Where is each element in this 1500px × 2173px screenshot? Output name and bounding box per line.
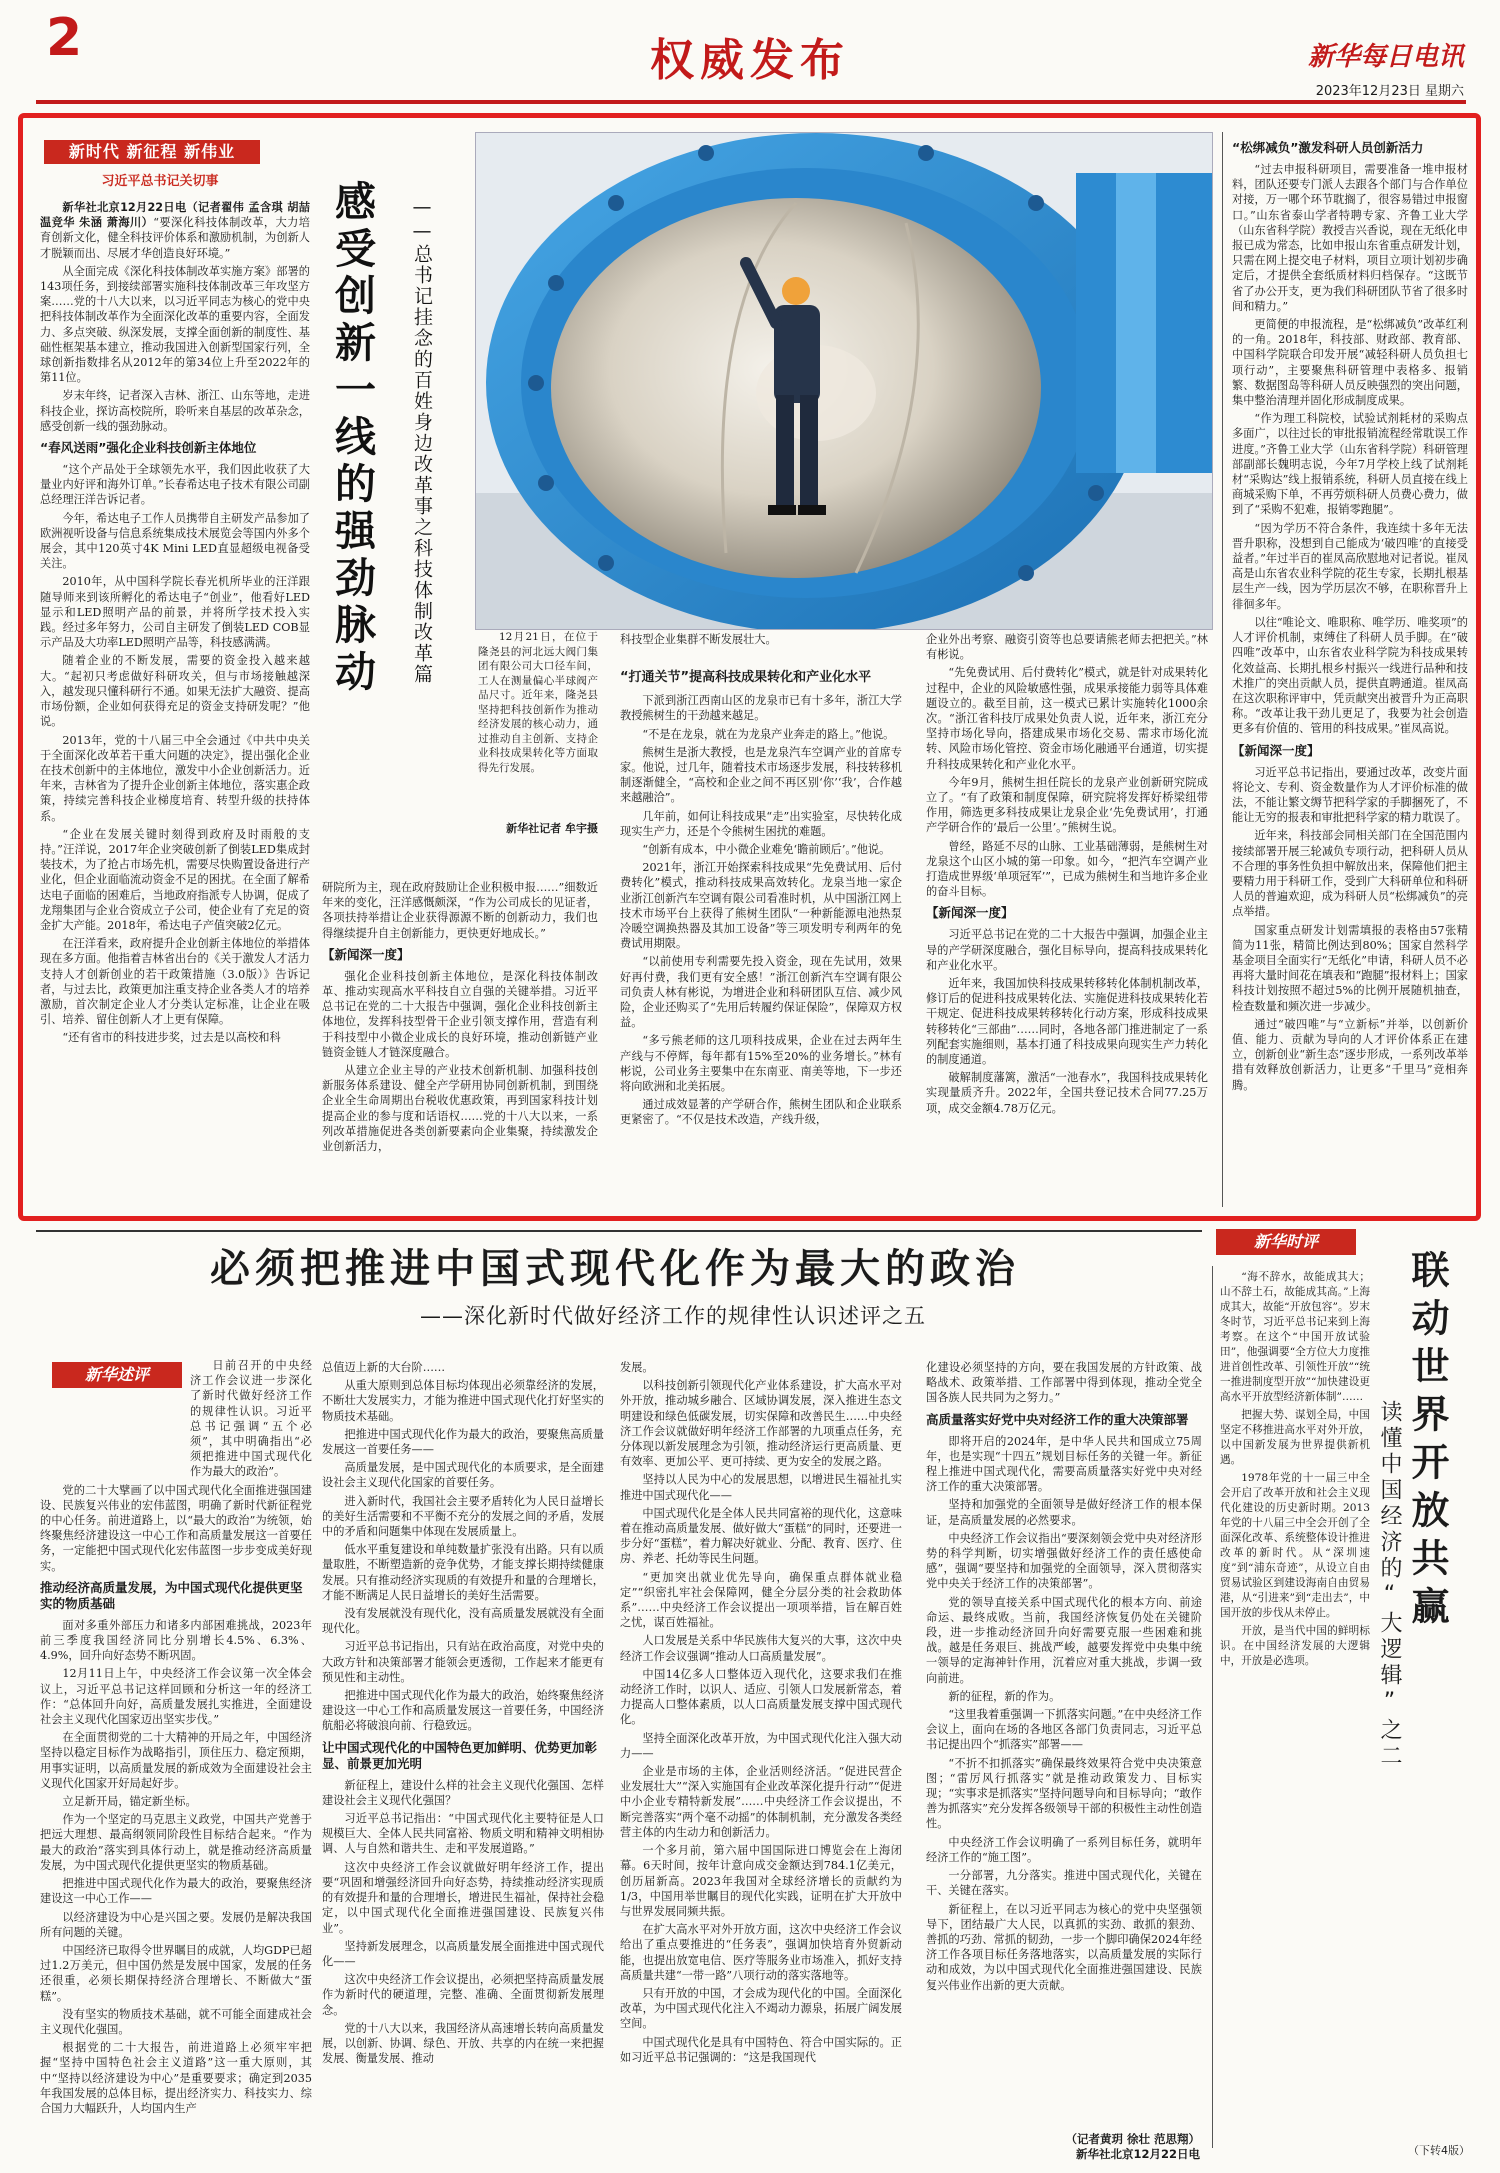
paragraph: “不折不扣抓落实”确保最终效果符合党中央决策意图；“雷厉风行抓落实”就是推动政策发力、目标实现；“实事求是抓落实”坚持问题导向和目标导向；“敢作善为抓落实”充分发挥各级领导干部的积极性主动性创造性。 xyxy=(926,1756,1202,1831)
paragraph: “这个产品处于全球领先水平，我们因此收获了大量业内好评和海外订单。”长春希达电子技术有限公司副总经理汪洋告诉记者。 xyxy=(40,463,310,507)
continued-note: （下转4版） xyxy=(1408,2144,1470,2157)
top-article-column-2 xyxy=(322,880,598,1210)
dateline-text: 新华社北京12月22日电（记者翟伟 孟含琪 胡喆 温竞华 朱涵 萧海川） xyxy=(40,201,310,230)
paragraph: 一分部署，九分落实。推进中国式现代化，关键在干、关键在落实。 xyxy=(926,1869,1202,1898)
paragraph: 科技型企业集群不断发展壮大。 xyxy=(620,633,777,646)
section-title: 权威发布 xyxy=(650,35,850,86)
paragraph: 下派到浙江西南山区的龙泉市已有十多年，浙江大学教授熊树生的干劲越来越足。 xyxy=(620,694,902,723)
photo-caption: 12月21日，在位于隆尧县的河北远大阀门集团有限公司大口径车间，工人在测量偏心半球阀产品尺寸。近年来，隆尧县坚持把科技创新作为推动经济发展的核心动力，通过推动自主创新、支持企业科技成果转化等方面取得先行发展。 xyxy=(478,631,598,774)
commentary-badge: 新华述评 xyxy=(52,1362,182,1388)
paragraph: 一个多月前，第六届中国国际进口博览会在上海闭幕。6天时间，按年计意向成交金额达到784.1亿美元，创历届新高。2023年我国对全球经济增长的贡献约为1/3，中国用举世瞩目的现代化实践，证明在扩大开放中与世界发展同频共振。 xyxy=(620,1844,902,1918)
paragraph: 中国14亿多人口整体迈入现代化，这要求我们在推动经济工作时，以识人、适应、引领人口发展新常态，着力提高人口整体素质，以人口高质量发展支撑中国式现代化。 xyxy=(620,1667,902,1727)
paragraph: 只有开放的中国，才会成为现代化的中国。全面深化改革，为中国式现代化注入不竭动力源泉，拓展广阔发展空间。 xyxy=(620,1986,902,2031)
commentary-body xyxy=(1220,1270,1370,2136)
paragraph: “先免费试用、后付费转化”模式，就是针对成果转化过程中，企业的风险敏感性强，成果承接能力弱等具体难题设立的。截至目前，这一模式已累计实施转化1000余次。“浙江省科技厅成果处负责人说，近年来，浙江充分坚持市场化导向，搭建成果市场化交易、需求市场化流转、风险市场化管控、资金市场化融通平台通道，切实提升科技成果转化和产业化水平。 xyxy=(926,666,1208,771)
paragraph: 随着企业的不断发展，需要的资金投入越来越大。“起初只考虑做好科研攻关，但与市场接触越深入，越发现只懂科研行不通。如果无法扩大融资、提高市场份额，企业如何获得充足的资金支持研发呢？”他说。 xyxy=(40,654,310,729)
paragraph: 岁末年终，记者深入吉林、浙江、山东等地，走进科技企业，探访高校院所，聆听来自基层的改革杂念，感受创新一线的强劲脉动。 xyxy=(40,389,310,433)
paragraph: “以前使用专利需要先投入资金，现在先试用，效果好再付费，我们更有安全感！”浙江创新汽车空调有限公司负责人林有彬说，为增进企业和科研团队互信、减少风险，企业还购买了“先用后转履约保证保险”，保障双方权益。 xyxy=(620,955,902,1030)
paragraph: 以经济建设为中心是兴国之要。发展仍是解决我国所有问题的关键。 xyxy=(40,1910,312,1939)
paragraph: 根据党的二十大报告，前进道路上必须牢牢把握“坚持中国特色社会主义道路”这一重大原则，其中“坚持以经济建设为中心”是重要要求；确定到2035年我国发展的总体目标，提出经济实力、科技实力、综合国力大幅跃升，人均国内生产 xyxy=(40,2041,312,2115)
lower-subheadline: ——深化新时代做好经济工作的规律性认识述评之五 xyxy=(420,1304,926,1328)
paragraph: “创新有成本，中小微企业难免‘瞻前顾后’。”他说。 xyxy=(642,843,891,857)
paragraph: 习近平总书记在党的二十大报告中强调，加强企业主导的产学研深度融合，强化目标导向，提高科技成果转化和产业化水平。 xyxy=(926,928,1208,972)
paragraph: 把握大势、谋划全局，中国坚定不移推进高水平对外开放，以中国新发展为世界提供新机遇。 xyxy=(1220,1409,1370,1466)
paragraph: 坚持以人民为中心的发展思想，以增进民生福祉扎实推进中国式现代化—— xyxy=(620,1473,902,1502)
lower-article-column-1 xyxy=(40,1358,312,2168)
paragraph: 党的二十大擘画了以中国式现代化全面推进强国建设、民族复兴伟业的宏伟蓝图，明确了新时代新征程党的中心任务。前进道路上，以“最大的政治”为统领，始终聚焦经济建设这一中心工作和高质量发展这一首要任务，一定能把中国式现代化宏伟蓝图一步步变成美好现实。 xyxy=(40,1483,312,1573)
subhead: 【新闻深一度】 xyxy=(322,946,410,962)
paragraph: 国家重点研发计划需填报的表格由57张精简为11张，精简比例达到80%；国家自然科学基金项目全面实行“无纸化”申请，科研人员不必再将大量时间花在填表和“跑腿”报材料上；国家科技计划按照不超过5%的比例开展随机抽查，检查数量和频次进一步减少。 xyxy=(1232,923,1468,1013)
paragraph: 习近平总书记指出，要通过改革，改变片面将论文、专利、资金数量作为人才评价标准的做法，不能让繁文缛节把科学家的手脚捆死了，不能让无穷的报表和审批把科学家的精力耽误了。 xyxy=(1232,765,1468,825)
paragraph: 从重大原则到总体目标均体现出必须靠经济的发展，不断壮大发展实力，才能为推进中国式现代化打好坚实的物质技术基础。 xyxy=(322,1379,604,1423)
paragraph: 以科技创新引领现代化产业体系建设，扩大高水平对外开放，推动城乡融合、区域协调发展，深入推进生态文明建设和绿色低碳发展，切实保障和改善民生……中央经济工作会议就做好明年经济工作部署的九项重点任务，充分体现以新发展理念为引领，推动经济运行更高质量、更有效率、更加公平、更可持续、更为安全的发展之路。 xyxy=(620,1379,902,1469)
paragraph: “这里我着重强调一下抓落实问题。”在中央经济工作会议上，面向在场的各地区各部门负责同志，习近平总书记提出四个“抓落实”部署—— xyxy=(926,1708,1202,1752)
paragraph: 从建立企业主导的产业技术创新机制、加强科技创新服务体系建设、健全产学研用协同创新机制，到围绕企业全生命周期出台税收优惠政策，再到国家科技计划提高企业的参与度和话语权……党的十八大以来，一系列改革措施促进各类创新要素向企业集聚，持续激发企业创新活力， xyxy=(322,1064,598,1154)
dateline xyxy=(40,200,310,261)
masthead-rule xyxy=(36,100,1466,104)
paragraph: 日前召开的中央经济工作会议进一步深化了新时代做好经济工作的规律性认识。习近平总书记强调“五个必须”，其中明确指出“必须把推进中国式现代化作为最大的政治”。 xyxy=(190,1359,312,1479)
subhead: 高质量落实好党中央对经济工作的重大决策部署 xyxy=(926,1411,1189,1427)
lower-article-column-2 xyxy=(322,1360,604,2168)
paragraph: 开放，是当代中国的鲜明标识。在中国经济发展的大逻辑中，开放是必选项。 xyxy=(1220,1625,1370,1667)
subhead: 【新闻深一度】 xyxy=(1232,742,1320,758)
paragraph: 坚持和加强党的全面领导是做好经济工作的根本保证，是高质量发展的必然要求。 xyxy=(926,1498,1202,1527)
paragraph: 企业是市场的主体，企业活则经济活。“促进民营企业发展壮大”“深入实施国有企业改革深化提升行动”“促进中小企业专精特新发展”……中央经济工作会议提出，不断完善落实“两个毫不动摇”的体制机制，充分激发各类经营主体的内生动力和创新活力。 xyxy=(620,1765,902,1839)
paragraph: 中央经济工作会议指出“要深刻领会党中央对经济形势的科学判断，切实增强做好经济工作的责任感使命感”，强调“要坚持和加强党的全面领导，深入贯彻落实党中央关于经济工作的决策部署”。 xyxy=(926,1531,1202,1591)
paragraph: 把推进中国式现代化作为最大的政治，始终聚焦经济建设这一中心工作和高质量发展这一首要任务，中国经济航船必将破浪向前、行稳致远。 xyxy=(322,1689,604,1733)
paragraph: 党的十八大以来，我国经济从高速增长转向高质量发展，以创新、协调、绿色、开放、共享的内在统一来把握发展、衡量发展、推动 xyxy=(322,2021,604,2066)
paragraph: 即将开启的2024年，是中华人民共和国成立75周年，也是实现“十四五”规划目标任务的关键一年。新征程上推进中国式现代化，需要高质量落实好党中央对经济工作的重大决策部署。 xyxy=(926,1434,1202,1494)
lower-article-column-4 xyxy=(926,1360,1202,2130)
commentary-badge: 新华时评 xyxy=(1216,1229,1356,1255)
paragraph: 把推进中国式现代化作为最大的政治，要聚焦经济建设这一中心工作—— xyxy=(40,1877,312,1906)
paragraph: 发展。 xyxy=(620,1361,654,1374)
top-article-column-1 xyxy=(40,200,310,1205)
paragraph: 在汪洋看来，政府提升企业创新主体地位的举措体现在多方面。他指着吉林省出台的《关于激发人才活力支持人才创新创业的若干政策措施（3.0版）》告诉记者，与过去比，政策更加注重支持企业各类人才的培养激励，首次制定企业人才分类认定标准，让企业在吸引、培养、留住创新人才上更有保障。 xyxy=(40,937,310,1027)
paragraph: 高质量发展，是中国式现代化的本质要求，是全面建设社会主义现代化国家的首要任务。 xyxy=(322,1461,604,1490)
paragraph: 熊树生是浙大教授，也是龙泉汽车空调产业的首席专家。他说，过几年，随着技术市场逐步发展，科技转移机制逐渐健全，“高校和企业之间不再区别‘你’‘我’，合作越来越融洽”。 xyxy=(620,745,902,805)
series-banner: 新时代 新征程 新伟业 xyxy=(44,140,260,164)
paragraph: 中国经济已取得令世界瞩目的成就，人均GDP已超过1.2万美元，但中国仍然是发展中国家，发展的任务还很重，必须长期保持经济合理增长、不断做大“蛋糕”。 xyxy=(40,1943,312,2003)
paragraph: 近年来，科技部会同相关部门在全国范围内接续部署开展三轮减负专项行动，把科研人员从不合理的事务性负担中解放出来，保障他们把主要精力用于科研工作，受到广大科研单位和科研人员的普遍欢迎，成为科研人员“松绑减负”的亮点举措。 xyxy=(1232,829,1468,919)
paragraph: “更加突出就业优先导向，确保重点群体就业稳定”“织密扎牢社会保障网，健全分层分类的社会救助体系”……中央经济工作会议提出一项项举措，旨在解百姓之忧，谋百姓福祉。 xyxy=(620,1570,902,1630)
paragraph: 新的征程，新的作为。 xyxy=(948,1689,1061,1703)
paragraph: 新征程上，建设什么样的社会主义现代化强国、怎样建设社会主义现代化强国？ xyxy=(322,1778,604,1807)
top-article-column-5 xyxy=(1232,140,1468,1210)
paragraph: 化建设必须坚持的方向，要在我国发展的方针政策、战略战术、政策举措、工作部署中得到体现，推动全党全国各族人民共同为之努力。” xyxy=(926,1361,1202,1405)
paragraph: 在全面贯彻党的二十大精神的开局之年，中国经济坚持以稳定目标作为战略指引，顶住压力、稳定预期，用事实证明，以高质量发展的新成效为全面建设社会主义现代化国家开好局起好步。 xyxy=(40,1731,312,1790)
paragraph: 中国式现代化是全体人民共同富裕的现代化，这意味着在推动高质量发展、做好做大“蛋糕”的同时，还要进一步分好“蛋糕”，着力解决好就业、分配、教育、医疗、住房、养老、托幼等民生问题。 xyxy=(620,1506,902,1566)
paragraph: 习近平总书记指出，只有站在政治高度，对党中央的大政方针和决策部署才能领会更透彻，工作起来才能更有预见性和主动性。 xyxy=(322,1640,604,1684)
paragraph: 进入新时代，我国社会主要矛盾转化为人民日益增长的美好生活需要和不平衡不充分的发展之间的矛盾，发展中的矛盾和问题集中体现在发展质量上。 xyxy=(322,1494,604,1539)
paragraph: 12月11日上午，中央经济工作会议第一次全体会议上，习近平总书记这样回顾和分析这一年的经济工作：“总体回升向好，高质量发展扎实推进，全面建设社会主义现代化国家迈出坚实步伐。” xyxy=(40,1667,312,1727)
subhead: 【新闻深一度】 xyxy=(926,905,1014,921)
paragraph: “过去申报科研项目，需要准备一堆申报材料，团队还要专门派人去跟各个部门与合作单位对接，万一哪个环节耽搁了，很容易错过申报窗口。”山东省泰山学者特聘专家、齐鲁工业大学（山东省科学院）教授吉兴香说，现在无纸化申报已成为常态，比如申报山东省重点研发计划，只需在网上提交电子材料，项目立项计划初步确定后，才提供全套纸质材料归档保存。“这既节省了办公开支，更为我们科研团队节省了很多时间和精力。” xyxy=(1232,163,1468,313)
top-article-column-3 xyxy=(620,632,902,1210)
paragraph: 没有坚实的物质技术基础，就不可能全面建成社会主义现代化强国。 xyxy=(40,2007,312,2036)
paragraph: 2010年，从中国科学院长春光机所毕业的汪洋跟随导师来到该所孵化的希达电子“创业”，他看好LED显示和LED照明产品的前景，并将所学技术投入实践。经过多年努力，公司自主研发了倒装LED COB显示产品及大功率LED照明产品等，科技感满满。 xyxy=(40,575,310,650)
paragraph: “企业在发展关键时刻得到政府及时雨般的支持。”汪洋说，2017年企业突破创新了倒装LED集成封装技术，为了抢占市场先机，需要尽快购置设备进行产业化，但企业面临流动资金不足的困扰。在全面了解希达电子面临的困难后，当地政府指派专人协调，促成了龙翔集团与企业合资成立子公司，使企业有了充足的资金扩大产能。2018年，希达电子产值突破2亿元。 xyxy=(40,827,310,932)
paragraph: 总值迈上新的大台阶…… xyxy=(322,1361,446,1374)
paragraph: 从全面完成《深化科技体制改革实施方案》部署的143项任务，到接续部署实施科技体制改革三年攻坚方案……党的十八大以来，以习近平同志为核心的党中央把科技体制改革作为全面深化改革的重要内容，全面发力、多点突破、纵深发展，支撑全面创新的制度性、基础性框架基本建立，推动我国进入创新型国家行列，全球创新指数排名从2012年的第34位上升至2022年的第11位。 xyxy=(40,264,310,385)
paragraph: “多亏熊老师的这几项科技成果，企业在过去两年生产线与不停辉，每年都有15%至20%的业务增长。”林有彬说，公司业务主要集中在东南亚、南美等地，下一步还将向欧洲和北美拓展。 xyxy=(620,1034,902,1094)
commentary-headline: 联动世界开放共赢 xyxy=(1405,1250,1450,1634)
paragraph: 强化企业科技创新主体地位，是深化科技体制改革、推动实现高水平科技自立自强的关键举措。习近平总书记在党的二十大报告中强调，强化企业科技创新主体地位，发挥科技型骨干企业引领支撑作用，营造有利于科技型中小微企业成长的良好环境，推动创新链产业链资金链人才链深度融合。 xyxy=(322,969,598,1059)
column-divider xyxy=(1222,132,1223,1207)
series-subtitle: 习近平总书记关切事 xyxy=(101,174,219,189)
paragraph: “因为学历不符合条件，我连续十多年无法晋升职称，没想到自己能成为‘破四唯’的直接受益者。”年过半百的崔凤高欣慰地对记者说。崔凤高是山东省农业科学院的花生专家，长期扎根基层生产一线，因为学历层次不够，在职称晋升上徘徊多年。 xyxy=(1232,521,1468,611)
paragraph: 立足新开局，锚定新坐标。 xyxy=(62,1795,197,1809)
commentary-subheadline: 读懂中国经济的“大逻辑”之二 xyxy=(1377,1400,1402,1770)
paragraph: 坚持全面深化改革开放，为中国式现代化注入强大动力—— xyxy=(620,1731,902,1760)
paper-logo: 新华每日电讯 xyxy=(1307,42,1464,72)
paragraph: 近年来，我国加快科技成果转移转化体制机制改革，修订后的促进科技成果转化法、实施促进科技成果转化若干规定、促进科技成果转移转化行动方案，形成科技成果转移转化“三部曲”……同时，各地各部门推进制定了一系列配套实施细则，基本打通了科技成果向现实生产力转化的制度通道。 xyxy=(926,977,1208,1067)
subhead: “春风送雨”强化企业科技创新主体地位 xyxy=(40,440,257,456)
news-photo xyxy=(475,132,1213,630)
paragraph: 今年9月，熊树生担任院长的龙泉产业创新研究院成立了。“有了政策和制度保障，研究院将发挥好桥梁纽带作用，筛选更多科技成果让龙泉企业‘先免费试用’，打通产学研合作的‘最后一公里’。”熊树生说。 xyxy=(926,775,1208,835)
pipeline-valve-icon xyxy=(476,133,1213,630)
subhead: 推动经济高质量发展，为中国式现代化提供更坚实的物质基础 xyxy=(40,1579,303,1611)
paragraph: 通过“破四唯”与“立新标”并举，以创新价值、能力、贡献为导向的人才评价体系正在建立，创新创业“新生态”逐步形成，一系列改革举措有效释放创新活力，让更多“千里马”竞相奔腾。 xyxy=(1232,1017,1468,1092)
paragraph: 新征程上，在以习近平同志为核心的党中央坚强领导下，团结最广大人民，以真抓的实劲、敢抓的狠劲、善抓的巧劲、常抓的韧劲，一步一个脚印确保2024年经济工作各项目标任务落地落实，以高质量发展的实际行动和成效，为以中国式现代化全面推进强国建设、民族复兴伟业作出新的更大贡献。 xyxy=(926,1902,1202,1992)
lower-article-column-3 xyxy=(620,1360,902,2168)
paragraph: 2021年，浙江开始探索科技成果“先免费试用、后付费转化”模式，推动科技成果高效转化。龙泉当地一家企业浙江创新汽车空调有限公司看准时机，从中国浙江网上技术市场平台上获得了熊树生团队“一种新能源电池热泵冷暖空调换热器及其加工设备”等三项发明专利两年的免费试用期限。 xyxy=(620,861,902,951)
paragraph: 今年，希达电子工作人员携带自主研发产品参加了欧洲视听设备与信息系统集成技术展览会等国内外多个展会，其中120英寸4K Mini LED直显超级电视备受关注。 xyxy=(40,511,310,571)
paragraph: 党的领导直接关系中国式现代化的根本方向、前途命运、最终成败。当前，我国经济恢复仍处在关键阶段，进一步推动经济回升向好需要克服一些困难和挑战。越是任务艰巨、挑战严峻，越要发挥党中央集中统一领导的定海神针作用，沉着应对重大挑战，步调一致向前进。 xyxy=(926,1595,1202,1685)
paragraph: 作为一个坚定的马克思主义政党，中国共产党善于把远大理想、最高纲领同阶段性目标结合起来。“作为最大的政治”落实到具体行动上，就是推动经济高质量发展，为中国式现代化提供更坚实的物质基础。 xyxy=(40,1813,312,1872)
issue-date: 2023年12月23日 星期六 xyxy=(1315,84,1464,99)
paragraph: 几年前，如何让科技成果“走”出实验室，尽快转化成现实生产力，还是个令熊树生困扰的难题。 xyxy=(620,809,902,838)
paragraph: “海不辞水，故能成其大；山不辞土石，故能成其高。”上海成其大，故能“开放包容”。岁末冬时节，习近平总书记来到上海考察。在这个“中国开放试验田”，他强调要“全方位大力度推进首创性改革、引领性开放”“统一推进制度型开放”“加快建设更高水平开放型经济新体制”…… xyxy=(1220,1271,1370,1403)
article-credit: （记者黄玥 徐壮 范思翔） 新华社北京12月22日电 xyxy=(1065,2132,1200,2161)
lower-headline: 必须把推进中国式现代化作为最大的政治 xyxy=(210,1245,1020,1292)
paragraph: 没有发展就没有现代化，没有高质量发展就没有全面现代化。 xyxy=(322,1607,604,1636)
paragraph: 在扩大高水平对外开放方面，这次中央经济工作会议给出了重点要推进的“任务表”，强调加快培育外贸新动能，也提出放宽电信、医疗等服务业市场准入，抓好支持高质量共建“一带一路”八项行动的落实落地等。 xyxy=(620,1923,902,1982)
paragraph: 把推进中国式现代化作为最大的政治，要聚焦高质量发展这一首要任务—— xyxy=(322,1427,604,1457)
paragraph: 低水平重复建设和单纯数量扩张没有出路。只有以质量取胜，不断塑造新的竞争优势，才能支撑长期持续健康发展。只有推动经济实现质的有效提升和量的合理增长，才能不断满足人民日益增长的美好生活需要。 xyxy=(322,1543,604,1602)
paragraph: 企业外出考察、融资引资等也总要请熊老师去把把关。”林有彬说。 xyxy=(926,633,1208,662)
subhead: “松绑减负”激发科研人员创新活力 xyxy=(1232,140,1424,155)
paragraph: 这次中央经济工作会议就做好明年经济工作，提出要“巩固和增强经济回升向好态势，持续推动经济实现质的有效提升和量的合理增长，增进民生福祉，保持社会稳定，以中国式现代化全面推进强国建设、民族复兴伟业”。 xyxy=(322,1860,604,1935)
paragraph: 人口发展是关系中华民族伟大复兴的大事，这次中央经济工作会议强调“推动人口高质量发展”。 xyxy=(620,1634,902,1663)
paragraph: 研院所为主，现在政府鼓励让企业积极申报……”细数近年来的变化，汪洋感慨颇深，“作为公司成长的见证者，各项扶持举措让企业获得源源不断的创新动力，我们也得继续提升自主创新能力，更快更好地成长。” xyxy=(322,881,598,940)
paragraph: 这次中央经济工作会议提出，必须把坚持高质量发展作为新时代的硬道理，完整、准确、全面贯彻新发展理念。 xyxy=(322,1973,604,2017)
main-headline: 感受创新一线的强劲脉动 xyxy=(328,180,376,697)
paragraph: 破解制度藩篱，激活“一池春水”，我国科技成果转化实现量质齐升。2022年，全国共登记技术合同77.25万项，成交金额4.78万亿元。 xyxy=(926,1071,1208,1115)
paragraph: 中国式现代化是具有中国特色、符合中国实际的。正如习近平总书记强调的：“这是我国现代 xyxy=(620,2035,902,2064)
paragraph: 中央经济工作会议明确了一系列目标任务，就明年经济工作的“施工图”。 xyxy=(926,1835,1202,1864)
paragraph: “不是在龙泉，就在为龙泉产业奔走的路上。”他说。 xyxy=(642,727,895,741)
top-article-column-4 xyxy=(926,632,1208,1210)
paragraph: “要深化科技体制改革，大力培育创新文化，健全科技评价体系和激励机制，为创新人才脱颖而出、尽展才华创造良好环境。” xyxy=(40,216,310,260)
paragraph: 曾经，路延不尽的山脉、工业基础薄弱，是熊树生对龙泉这个山区小城的第一印象。如今，“把汽车空调产业打造成世界级‘单项冠军’”，已成为熊树生和当地许多企业的奋斗目标。 xyxy=(926,839,1208,899)
paragraph: “还有省市的科技进步奖，过去是以高校和科 xyxy=(62,1031,281,1045)
paragraph: 面对多重外部压力和诸多内部困难挑战，2023年前三季度我国经济同比分别增长4.5%、6.3%、4.9%，回升向好态势不断巩固。 xyxy=(40,1618,312,1663)
subhead: 让中国式现代化的中国特色更加鲜明、优势更加彰显、前景更加光明 xyxy=(322,1739,598,1771)
paragraph: 习近平总书记指出：“中国式现代化主要特征是人口规模巨大、全体人民共同富裕、物质文明和精神文明相协调、人与自然和谐共生、走和平发展道路。” xyxy=(322,1812,604,1856)
paragraph: “作为理工科院校，试验试剂耗材的采购点多面广，以往过长的审批报销流程经常耽误工作进度。”齐鲁工业大学（山东省科学院）科研管理部副部长魏明志说，今年7月学校上线了试剂耗材“采购达”线上报销系统，科研人员直接在线上商城采购下单，不再劳烦科研人员费心费力，做到了“采购不犯难，报销零跑腿”。 xyxy=(1232,412,1468,517)
paragraph: 通过成效显著的产学研合作，熊树生团队和企业联系更紧密了。“不仅是技术改造，产线升级， xyxy=(620,1098,902,1127)
sub-headline: ——总书记挂念的百姓身边改革事之科技体制改革篇 xyxy=(411,196,433,685)
paragraph: 以往“唯论文、唯职称、唯学历、唯奖项”的人才评价机制，束缚住了科研人员手脚。在“破四唯”改革中，山东省农业科学院为科技成果转化效益高、长期扎根乡村振兴一线进行品种和技术推广的突出贡献人员，提供直聘通道。崔凤高在这次职称评审中，凭贡献突出被晋升为正高职称。“改革让我干劲儿更足了，我要为社会创造更多有价值的、管用的科技成果。”崔凤高说。 xyxy=(1232,615,1468,736)
paragraph: 坚持新发展理念，以高质量发展全面推进中国式现代化—— xyxy=(322,1939,604,1968)
paragraph: 更简便的申报流程，是“松绑减负”改革红利的一角。2018年，科技部、财政部、教育部、中国科学院联合印发开展“减轻科研人员负担七项行动”，主要聚焦科研管理中表格多、报销繁、数据图岛等科研人员反映强烈的突出问题，集中整治清理并固化形成制度成果。 xyxy=(1232,318,1468,408)
section-divider xyxy=(36,1230,1202,1232)
paragraph: 1978年党的十一届三中全会开启了改革开放和社会主义现代化建设的历史新时期。2013年党的十八届三中全会开创了全面深化改革、系统整体设计推进改革的新时代。从“深圳速度”到“浦东奇迹”，从设立自由贸易试验区到建设海南自由贸易港，从“引进来”到“走出去”，中国开放的步伐从未停止。 xyxy=(1220,1472,1370,1619)
subhead: “打通关节”提高科技成果转化和产业化水平 xyxy=(620,670,872,686)
paragraph: 2013年，党的十八届三中全会通过《中共中央关于全面深化改革若干重大问题的决定》，提出强化企业在技术创新中的主体地位，激发中小企业创新活力。近年来，吉林省为了提升企业创新主体地位，落实惠企政策，持续完善科技企业梯度培育、转型升级的扶持体系。 xyxy=(40,733,310,823)
photo-credit: 新华社记者 牟宇摄 xyxy=(506,822,598,835)
page-number: 2 xyxy=(46,8,83,68)
